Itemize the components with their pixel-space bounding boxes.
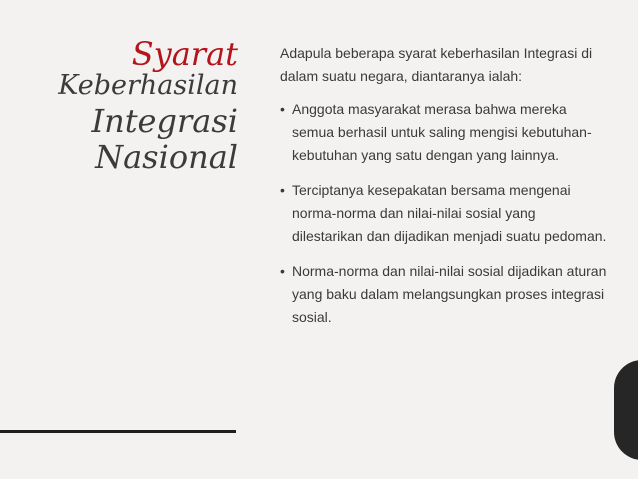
title-line-integrasi: Integrasi	[91, 102, 238, 140]
title-line-syarat: Syarat	[131, 35, 238, 73]
intro-paragraph: Adapula beberapa syarat keberhasilan Integrasi di dalam suatu negara, diantaranya ialah:	[280, 45, 593, 84]
bullet-icon: •	[280, 182, 285, 198]
bullet-item	[280, 98, 610, 167]
bullet-text: Terciptanya kesepakatan bersama mengenai norma-norma dan nilai-nilai sosial yang dilestarikan dan dijadikan menjadi suatu pedoman.	[292, 182, 607, 244]
bullet-text: Norma-norma dan nilai-nilai sosial dijadikan aturan yang baku dalam melangsungkan proses integrasi sosial.	[292, 263, 607, 325]
bullet-list	[280, 98, 610, 329]
slide-body	[280, 42, 610, 341]
title-line-keberhasilan: Keberhasilan	[58, 70, 238, 101]
bullet-icon: •	[280, 101, 285, 117]
bullet-item	[280, 260, 610, 329]
title-line-nasional: Nasional	[95, 138, 238, 176]
title-divider	[0, 430, 236, 433]
bullet-text: Anggota masyarakat merasa bahwa mereka semua berhasil untuk saling mengisi kebutuhan-kebutuhan yang satu dengan yang lainnya.	[292, 101, 592, 163]
decorative-circle-shape	[614, 360, 638, 460]
bullet-icon: •	[280, 263, 285, 279]
bullet-item	[280, 179, 610, 248]
slide-title	[58, 35, 238, 176]
